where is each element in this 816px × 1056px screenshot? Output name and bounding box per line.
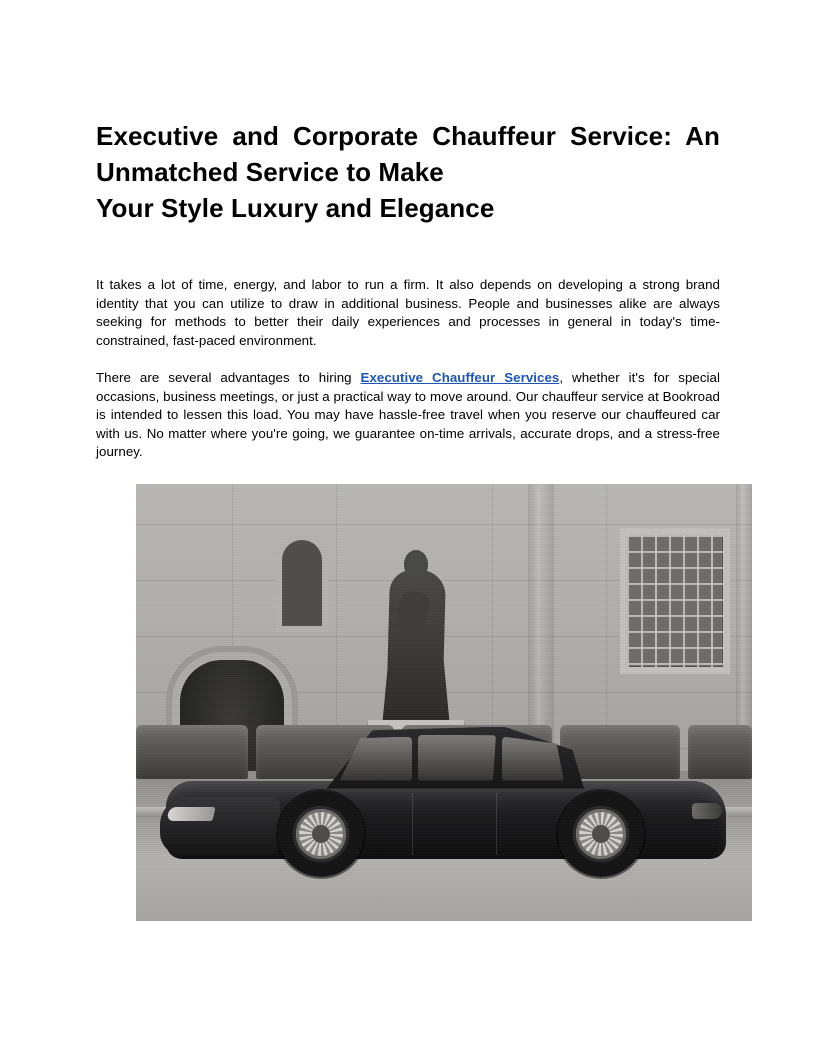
paragraph-advantages-before-link: There are several advantages to hiring [96,370,361,385]
executive-chauffeur-services-link[interactable]: Executive Chauffeur Services [360,370,560,385]
title-line-2: Service: An Unmatched Service to Make [96,121,720,187]
page-title [96,118,720,226]
car-headlight [167,807,216,821]
paragraph-advantages [96,369,720,462]
title-line-3: Your Style Luxury and Elegance [96,193,495,223]
car-door-seam [496,793,497,855]
paragraph-advantages-after-link: , whether it's for special occasions, business meetings, or just a practical way to move around. Our chauffeur service at Bookroad is intended to lessen this load. You may have hassle-free travel when you reserve our chauffeured car with us. No matter where you're going, we guarantee on-time arrivals, accurate drops, and a stress-free journey. [96,370,720,459]
car-door-seam [412,793,413,855]
wall-seam [136,524,752,525]
facade-niche [282,540,322,626]
car-hood [160,797,280,855]
title-line-1: Executive and Corporate Chauffeur [96,121,556,151]
statue-head [404,550,428,578]
paragraph-intro: It takes a lot of time, energy, and labor to run a firm. It also depends on developing a strong brand identity that you can utilize to draw in additional business. People and businesses alike are always seeking for methods to better their daily experiences and processes in general in today's time-constrained, fast-paced environment. [96,277,720,348]
wheel-hub [312,825,330,843]
article-photo [136,484,752,921]
car-window [502,737,564,781]
wheel-hub [592,825,610,843]
car-window [418,735,496,781]
black-sedan [166,709,726,877]
car-taillight [692,803,722,819]
car-wheel [278,791,364,877]
window-bars [627,535,723,667]
car-wheel [558,791,644,877]
facade-window [620,528,730,674]
